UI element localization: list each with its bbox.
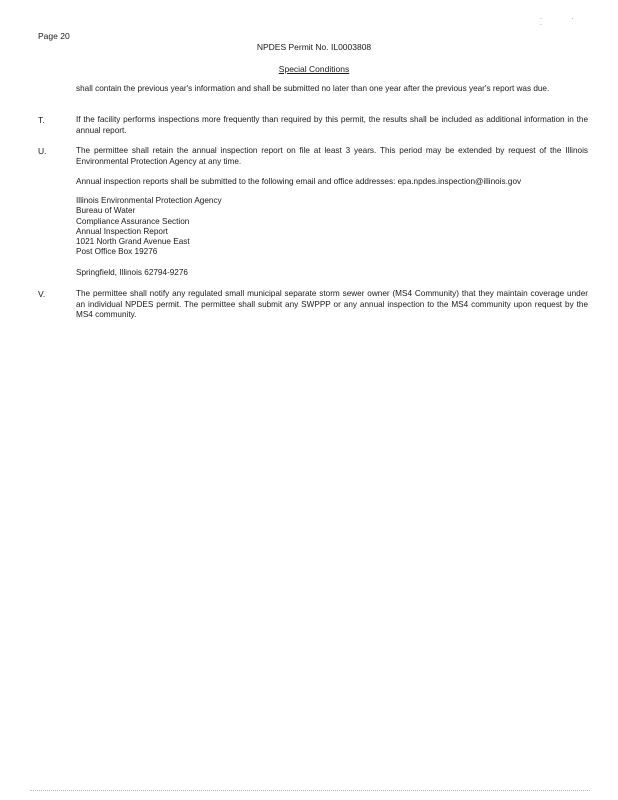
address-line: Annual Inspection Report	[76, 226, 168, 236]
condition-u-text: The permittee shall retain the annual inspection report on file at least 3 years. This period may be extended by request of the Illinois Environmental Protection Agency at any time.	[76, 146, 588, 166]
section-title: Special Conditions	[278, 64, 350, 74]
submission-instructions: Annual inspection reports shall be submitted to the following email and office addresses: epa.npdes.inspection@illinois.gov	[76, 177, 522, 186]
address-line: Illinois Environmental Protection Agency	[76, 196, 222, 205]
condition-marker-u: U.	[38, 146, 47, 156]
footer-scan-line	[30, 790, 590, 792]
condition-marker-t: T.	[38, 115, 45, 125]
scan-corner-marks: · · ·	[540, 16, 588, 28]
address-city-line: Springfield, Illinois 62794-9276	[76, 268, 188, 277]
page-number: Page 20	[38, 31, 70, 41]
mailing-address	[76, 196, 588, 258]
address-line: 1021 North Grand Avenue East	[76, 237, 190, 247]
condition-t-text: If the facility performs inspections more frequently than required by this permit, the results shall be included as additional information in the annual report.	[76, 115, 588, 135]
continuation-paragraph: shall contain the previous year's information and shall be submitted no later than one year after the previous year's report was due.	[76, 84, 550, 93]
permit-number: NPDES Permit No. IL0003808	[256, 42, 372, 52]
condition-marker-v: V.	[38, 289, 46, 299]
address-line: Post Office Box 19276	[76, 247, 158, 257]
address-line: Bureau of Water	[76, 206, 136, 216]
condition-v-text: The permittee shall notify any regulated small municipal separate storm sewer owner (MS4 Community) that they maintain coverage under an individual NPDES permit. The permittee shall submit any SWPPP or any annual inspection to the MS4 community upon request by the MS4 community.	[76, 289, 588, 319]
address-line: Compliance Assurance Section	[76, 216, 190, 226]
